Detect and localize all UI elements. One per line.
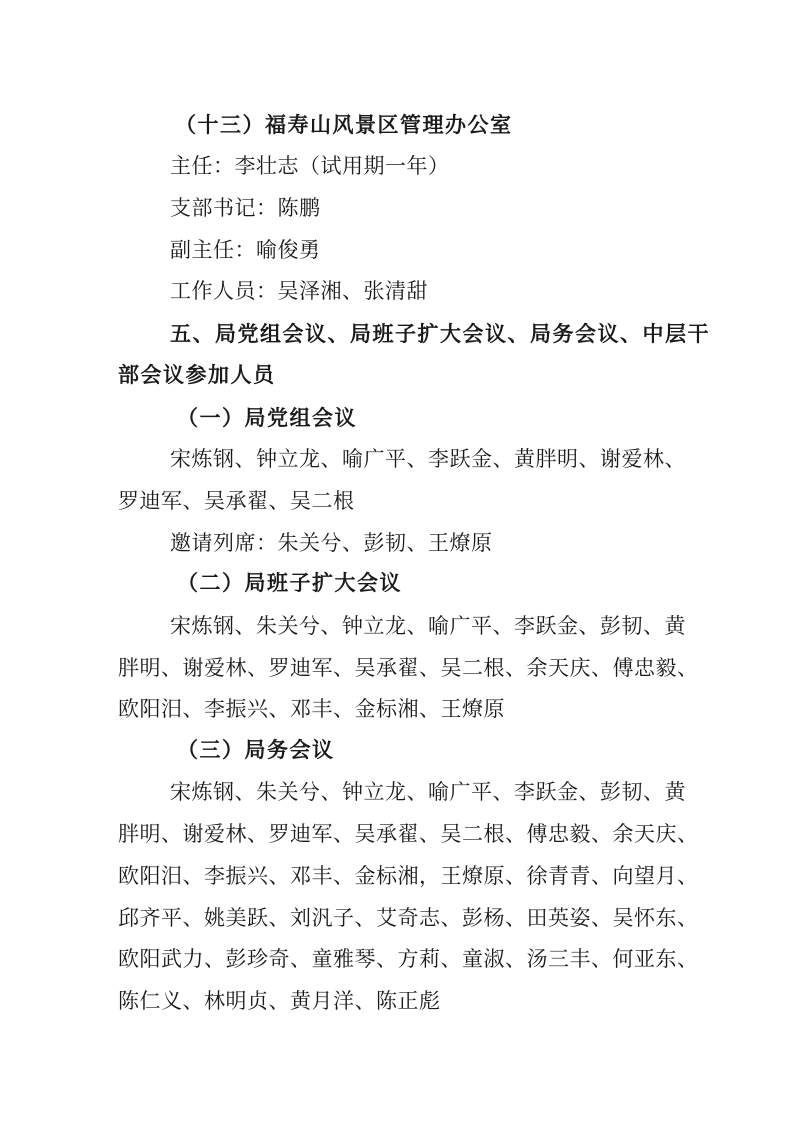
staff-line: 工作人员：吴泽湘、张清甜 — [170, 279, 428, 303]
expanded-meeting-members-line-1: 宋炼钢、朱关兮、钟立龙、喻广平、李跃金、彭韧、黄 — [170, 614, 686, 638]
party-group-invited-line: 邀请列席：朱关兮、彭韧、王燎原 — [170, 531, 493, 555]
section-5-heading-line-1: 五、局党组会议、局班子扩大会议、局务会议、中层干 — [170, 322, 710, 346]
bureau-meeting-members-line-4: 邱齐平、姚美跃、刘汎子、艾奇志、彭杨、田英姿、吴怀东、 — [118, 906, 699, 930]
deputy-director-line: 副主任：喻俊勇 — [170, 238, 321, 262]
party-group-members-line-2: 罗迪军、吴承翟、吴二根 — [118, 489, 355, 513]
expanded-meeting-heading: （二）局班子扩大会议 — [177, 571, 402, 595]
director-line: 主任：李壮志（试用期一年） — [170, 154, 450, 178]
bureau-meeting-heading: （三）局务会议 — [177, 738, 335, 762]
bureau-meeting-members-line-5: 欧阳武力、彭珍奇、童雅琴、方莉、童淑、汤三丰、何亚东、 — [118, 947, 699, 971]
branch-secretary-line: 支部书记：陈鹏 — [170, 196, 321, 220]
party-group-heading: （一）局党组会议 — [177, 406, 357, 430]
bureau-meeting-members-line-2: 胖明、谢爱林、罗迪军、吴承翟、吴二根、傅忠毅、余天庆、 — [118, 822, 699, 846]
section-13-heading: （十三）福寿山风景区管理办公室 — [175, 113, 513, 137]
party-group-members-line-1: 宋炼钢、钟立龙、喻广平、李跃金、黄胖明、谢爱林、 — [170, 447, 686, 471]
expanded-meeting-members-line-2: 胖明、谢爱林、罗迪军、吴承翟、吴二根、余天庆、傅忠毅、 — [118, 656, 699, 680]
bureau-meeting-members-line-1: 宋炼钢、朱关兮、钟立龙、喻广平、李跃金、彭韧、黄 — [170, 780, 686, 804]
bureau-meeting-members-line-6: 陈仁义、林明贞、黄月洋、陈正彪 — [118, 989, 441, 1013]
expanded-meeting-members-line-3: 欧阳汨、李振兴、邓丰、金标湘、王燎原 — [118, 697, 505, 721]
bureau-meeting-members-line-3: 欧阳汨、李振兴、邓丰、金标湘，王燎原、徐青青、向望月、 — [118, 864, 699, 888]
section-5-heading-line-2: 部会议参加人员 — [118, 363, 276, 387]
